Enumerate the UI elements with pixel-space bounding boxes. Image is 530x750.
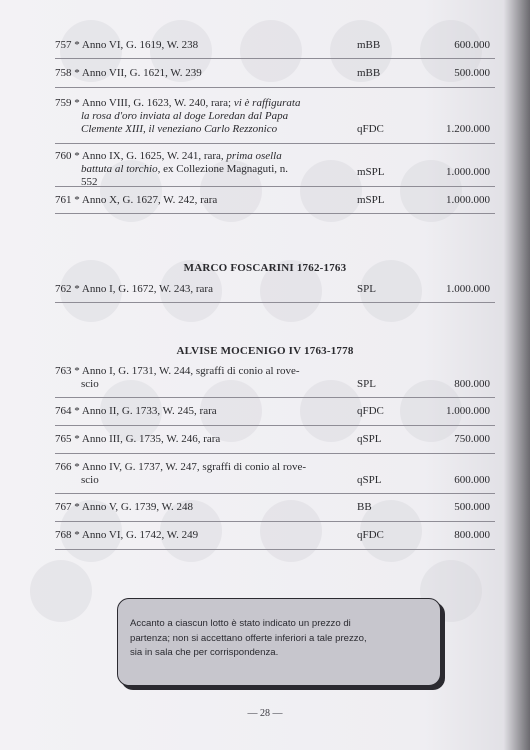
- lot-description: Anno VI, G. 1619, W. 238: [81, 39, 199, 51]
- notice-box: [117, 598, 441, 686]
- lot-description-italic: Clemente XIII, il veneziano Carlo Rezzonico: [81, 123, 278, 135]
- divider: [55, 549, 495, 550]
- lot-number: 759 *: [55, 97, 80, 109]
- lot-description: Anno VIII, G. 1623, W. 240, rara;: [81, 97, 232, 109]
- lot-description: scio: [81, 378, 99, 390]
- lot-description: Anno II, G. 1733, W. 245, rara: [81, 405, 217, 417]
- lot-description: Anno I, G. 1731, W. 244, sgraffi di conio al rove-: [81, 365, 300, 377]
- lot-price: 600.000: [454, 39, 490, 51]
- lot-description: Anno V, G. 1739, W. 248: [81, 501, 194, 513]
- lot-765: [55, 433, 220, 446]
- divider: [55, 521, 495, 522]
- lot-766: [55, 461, 355, 487]
- lot-price: 750.000: [454, 433, 490, 445]
- lot-760: [55, 150, 355, 189]
- lot-grade: qSPL: [357, 433, 382, 445]
- lot-761: [55, 194, 217, 207]
- divider: [55, 425, 495, 426]
- lot-number: 757 *: [55, 39, 80, 51]
- lot-description: Anno VII, G. 1621, W. 239: [81, 67, 202, 79]
- lot-price: 600.000: [454, 474, 490, 486]
- lot-759: [55, 97, 355, 136]
- lot-number: 762 *: [55, 283, 80, 295]
- divider: [55, 58, 495, 59]
- lot-number: 766 *: [55, 461, 80, 473]
- lot-number: 763 *: [55, 365, 80, 377]
- lot-description-italic: la rosa d'oro inviata al doge Loredan dal Papa: [81, 110, 289, 122]
- lot-762: [55, 283, 213, 296]
- notice-line: partenza; non si accettano offerte inferiori a tale prezzo,: [130, 632, 367, 644]
- lot-number: 765 *: [55, 433, 80, 445]
- lot-description: Anno III, G. 1735, W. 246, rara: [81, 433, 221, 445]
- lot-grade: qSPL: [357, 474, 382, 486]
- lot-price: 1.000.000: [446, 166, 490, 178]
- lot-number: 761 *: [55, 194, 80, 206]
- divider: [55, 302, 495, 303]
- lot-grade: qFDC: [357, 405, 384, 417]
- divider: [55, 143, 495, 144]
- lot-grade: mBB: [357, 67, 381, 79]
- divider: [55, 453, 495, 454]
- lot-price: 1.200.000: [446, 123, 490, 135]
- lot-number: 764 *: [55, 405, 80, 417]
- lot-grade: mSPL: [357, 166, 385, 178]
- lot-763: [55, 365, 355, 391]
- lot-grade: SPL: [357, 378, 376, 390]
- lot-price: 500.000: [454, 67, 490, 79]
- lot-number: 768 *: [55, 529, 80, 541]
- lot-description: Anno VI, G. 1742, W. 249: [81, 529, 199, 541]
- lot-description: Anno X, G. 1627, W. 242, rara: [81, 194, 218, 206]
- notice-line: Accanto a ciascun lotto è stato indicato un prezzo di: [130, 618, 351, 629]
- lot-number: 758 *: [55, 67, 80, 79]
- lot-768: [55, 529, 198, 542]
- divider: [55, 397, 495, 398]
- lot-description: Anno I, G. 1672, W. 243, rara: [81, 283, 213, 295]
- lot-grade: BB: [357, 501, 372, 513]
- lot-price: 1.000.000: [446, 405, 490, 417]
- lot-description-italic: battuta al torchio,: [81, 163, 161, 175]
- lot-description-italic: prima osella: [226, 150, 282, 162]
- section-title-mocenigo: ALVISE MOCENIGO IV 1763-1778: [176, 345, 354, 357]
- lot-description: scio: [81, 474, 99, 486]
- lot-description: 552: [81, 176, 98, 188]
- lot-764: [55, 405, 217, 418]
- lot-price: 800.000: [454, 378, 490, 390]
- divider: [55, 493, 495, 494]
- lot-description: Anno IX, G. 1625, W. 241, rara,: [81, 150, 224, 162]
- lot-description: Anno IV, G. 1737, W. 247, sgraffi di conio al rove-: [81, 461, 307, 473]
- lot-description-italic: vi è raffigurata: [233, 97, 301, 109]
- lot-757: [55, 39, 198, 52]
- lot-grade: mSPL: [357, 194, 385, 206]
- notice-line: sia in sala che per corrispondenza.: [130, 647, 279, 658]
- divider: [55, 87, 495, 88]
- divider: [55, 213, 495, 214]
- lot-price: 800.000: [454, 529, 490, 541]
- lot-grade: mBB: [357, 39, 381, 51]
- lot-number: 760 *: [55, 150, 80, 162]
- lot-758: [55, 67, 202, 80]
- lot-price: 1.000.000: [446, 194, 490, 206]
- page-number: — 28 —: [247, 708, 283, 719]
- divider: [55, 186, 495, 187]
- section-title-foscarini: MARCO FOSCARINI 1762-1763: [183, 262, 347, 274]
- lot-grade: SPL: [357, 283, 376, 295]
- notice-text: [130, 617, 430, 661]
- lot-number: 767 *: [55, 501, 80, 513]
- lot-price: 500.000: [454, 501, 490, 513]
- lot-grade: qFDC: [357, 123, 384, 135]
- lot-description: ex Collezione Magnaguti, n.: [163, 163, 289, 175]
- lot-767: [55, 501, 193, 514]
- lot-grade: qFDC: [357, 529, 384, 541]
- lot-price: 1.000.000: [446, 283, 490, 295]
